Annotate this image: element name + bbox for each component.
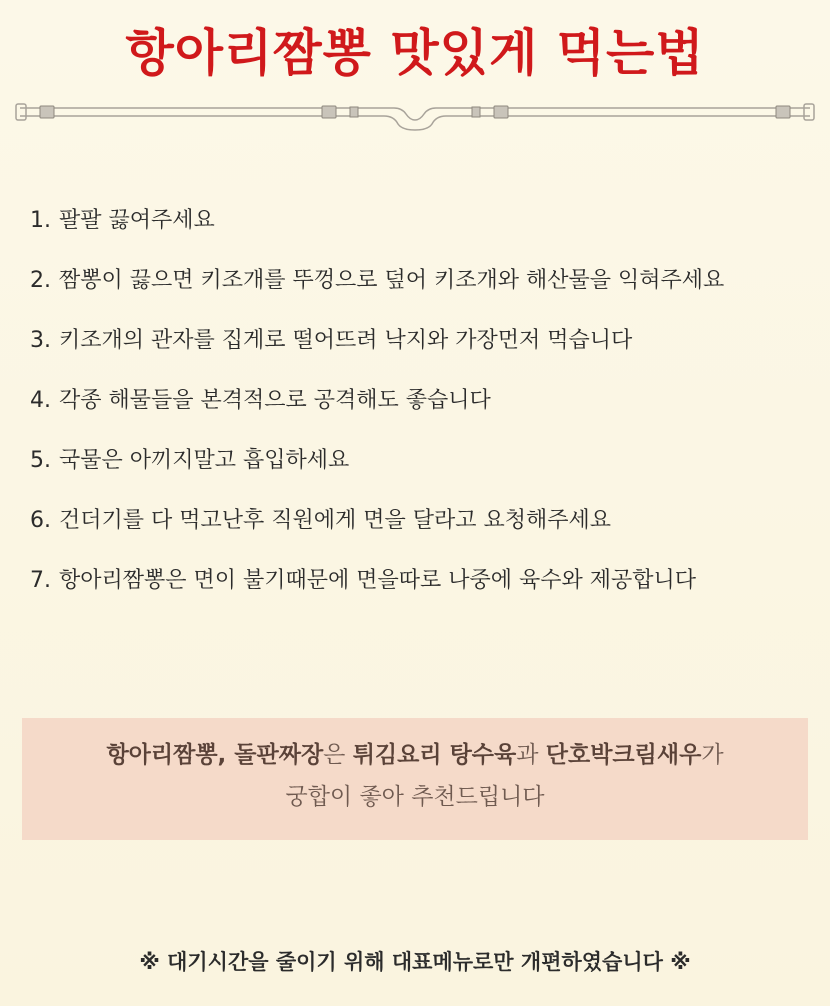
recommendation-box <box>22 718 808 840</box>
footer-note: ※ 대기시간을 줄이기 위해 대표메뉴로만 개편하였습니다 ※ <box>139 950 691 974</box>
step-item: 5. 국물은 아끼지말고 흡입하세요 <box>30 448 350 473</box>
recommend-menu-main: 항아리짬뽕, 돌판짜장 <box>106 742 324 768</box>
eating-steps-list <box>30 195 820 615</box>
step-item: 4. 각종 해물들을 본격적으로 공격해도 좋습니다 <box>30 388 491 413</box>
step-item: 1. 팔팔 끓여주세요 <box>30 208 215 233</box>
recommend-menu-side-2: 단호박크림새우 <box>545 742 702 768</box>
page-title: 항아리짬뽕 맛있게 먹는법 <box>125 24 705 82</box>
step-item: 6. 건더기를 다 먹고난후 직원에게 면을 달라고 요청해주세요 <box>30 508 612 533</box>
ornamental-divider <box>14 100 816 140</box>
recommend-menu-side-1: 튀김요리 탕수육 <box>352 742 517 768</box>
step-item: 3. 키조개의 관자를 집게로 떨어뜨려 낙지와 가장먼저 먹습니다 <box>30 328 633 353</box>
step-item: 7. 항아리짬뽕은 면이 불기때문에 면을따로 나중에 육수와 제공합니다 <box>30 568 697 593</box>
recommendation-line-1: 항아리짬뽕, 돌판짜장은 튀김요리 탕수육과 단호박크림새우가 <box>106 742 724 768</box>
step-item: 2. 짬뽕이 끓으면 키조개를 뚜껑으로 덮어 키조개와 해산물을 익혀주세요 <box>30 268 725 293</box>
recommendation-line-2: 궁합이 좋아 추천드립니다 <box>285 784 545 810</box>
